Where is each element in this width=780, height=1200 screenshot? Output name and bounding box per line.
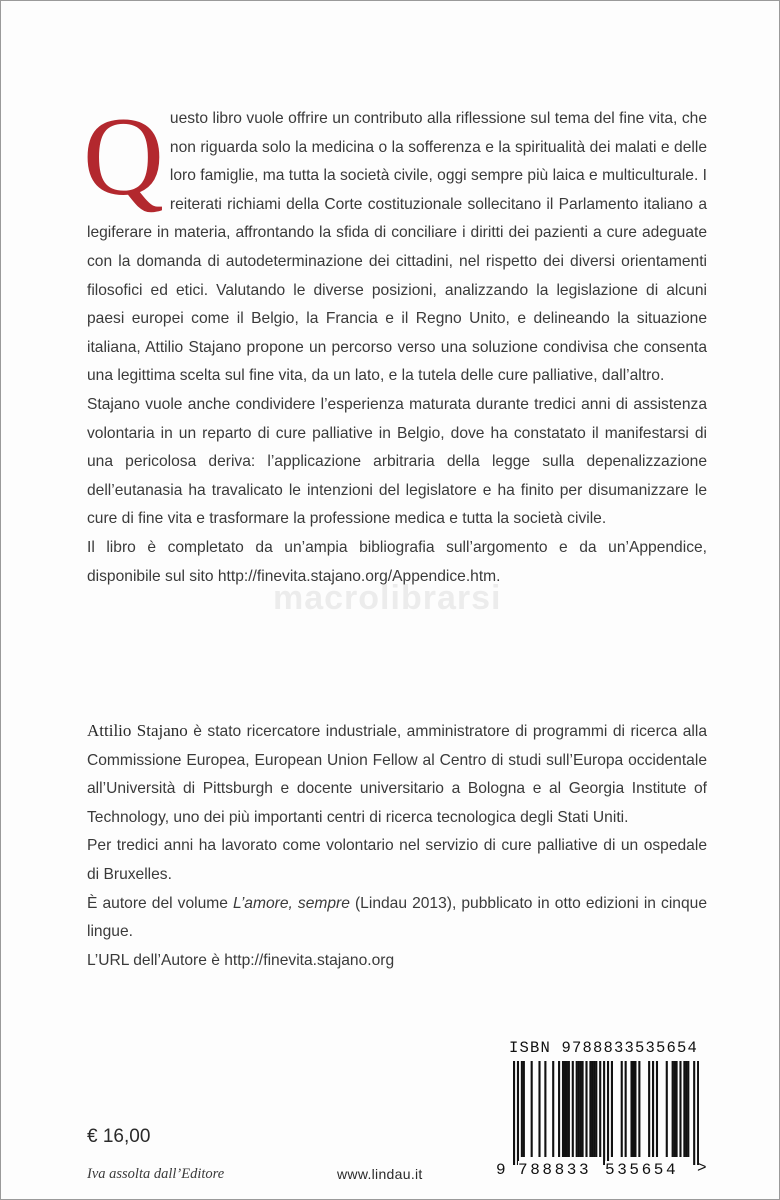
barcode-bar <box>625 1061 627 1157</box>
blurb-paragraph-3: Il libro è completato da un’ampia bibliografia sull’argomento e da un’Appendice, disponibile sul sito http://finevita.stajano.org/Appendice.htm. <box>87 538 707 585</box>
barcode-bar <box>523 1061 525 1157</box>
barcode-bar <box>652 1061 654 1157</box>
barcode-bar <box>589 1061 591 1157</box>
barcode-bar <box>687 1061 689 1157</box>
book-blurb <box>83 95 707 591</box>
barcode-bar <box>595 1061 597 1157</box>
barcode-bar <box>544 1061 546 1157</box>
barcode-bar <box>564 1061 566 1157</box>
author-name: Attilio Stajano <box>87 721 188 740</box>
barcode-bar <box>683 1061 685 1157</box>
drop-cap: Q <box>83 95 164 219</box>
blurb-paragraph-1 <box>83 95 707 391</box>
barcode-bar <box>638 1061 640 1157</box>
barcode-bar <box>517 1061 519 1165</box>
bio-paragraph-1-text: è stato ricercatore industriale, amministratore di programmi di ricerca alla Commissione Europea, European Union Fellow al Centro di studi sull’Europa occidentale all’Università di Pittsburgh e docente universitario a Bologna e al Georgia Institute of Technology, uno dei più importanti centri di ricerca tecnologica degli Stati Uniti. <box>87 723 707 826</box>
barcode-bar <box>599 1061 601 1157</box>
barcode-bar <box>578 1061 580 1157</box>
bio-paragraph-2: Per tredici anni ha lavorato come volontario nel servizio di cure palliative di un ospedale di Bruxelles. <box>87 837 707 883</box>
barcode-quiet-zone-mark: > <box>697 1159 707 1177</box>
barcode-bar <box>672 1061 674 1157</box>
publisher-website: www.lindau.it <box>337 1166 423 1182</box>
barcode-digits-left: 788833 <box>518 1161 592 1179</box>
isbn-label: ISBN 9788833535654 <box>509 1039 699 1057</box>
barcode-bar <box>558 1061 560 1157</box>
barcode-bar <box>562 1061 564 1157</box>
barcode-bar <box>685 1061 687 1157</box>
vat-note: Iva assolta dall’Editore <box>87 1166 225 1182</box>
barcode-bar <box>582 1061 584 1157</box>
barcode-bar <box>521 1061 523 1157</box>
barcode-bar <box>531 1061 533 1157</box>
barcode-bar <box>621 1061 623 1157</box>
barcode-bar <box>593 1061 595 1157</box>
barcode-bar <box>576 1061 578 1157</box>
bio-paragraph-3 <box>87 890 707 947</box>
blurb-paragraph-1-text: uesto libro vuole offrire un contributo alla riflessione sul tema del fine vita, che non riguarda solo la medicina o la sofferenza e la spiritualità dei malati e delle loro famiglie, ma tutta la società civile, oggi sempre più laica e multiculturale. I reiterati richiami della Corte costituzionale sollecitano il Parlamento italiano a legiferare in materia, affrontando la sfida di conciliare i diritti dei pazienti a cure adeguate con la domanda di autodeterminazione dei cittadini, nel rispetto dei diversi orientamenti filosofici ed etici. Valutando le diverse posizioni, analizzando la legislazione di alcuni paesi europei come il Belgio, la Francia e il Regno Unito, e delineando la situazione italiana, Attilio Stajano propone un percorso verso una soluzione condivisa che consenta una legittima scelta sul fine vita, da un lato, e la tutela delle cure palliative, dall’altro. <box>87 110 707 385</box>
barcode-bar <box>552 1061 554 1157</box>
barcode-bar <box>674 1061 676 1157</box>
author-bio <box>87 717 707 975</box>
bio-paragraph-3-before: È autore del volume <box>87 894 234 912</box>
barcode-bar <box>568 1061 570 1157</box>
barcode-bar <box>666 1061 668 1157</box>
barcode-bar <box>513 1061 515 1165</box>
barcode-bar <box>697 1061 699 1165</box>
barcode-bar <box>572 1061 574 1157</box>
barcode-bar <box>656 1061 658 1157</box>
book-title: L’amore, sempre <box>233 894 350 912</box>
barcode-digits-first: 9 <box>496 1161 509 1179</box>
barcode-icon <box>513 1061 699 1165</box>
bio-paragraph-4: L’URL dell’Autore è http://finevita.stajano.org <box>87 951 395 969</box>
barcode-bar <box>566 1061 568 1157</box>
barcode-bar <box>630 1061 632 1157</box>
barcode-bar <box>585 1061 587 1157</box>
barcode-digits-right: 535654 <box>605 1161 679 1179</box>
barcode-bar <box>648 1061 650 1157</box>
barcode-bar <box>693 1061 695 1165</box>
barcode-bar <box>632 1061 634 1157</box>
barcode-bar <box>603 1061 605 1165</box>
barcode-bar <box>607 1061 609 1165</box>
barcode-bar <box>676 1061 678 1157</box>
watermark: macrolibrarsi <box>273 579 502 617</box>
barcode-bar <box>580 1061 582 1157</box>
barcode-bar <box>591 1061 593 1157</box>
bio-paragraph-1 <box>87 717 707 832</box>
barcode-bar <box>538 1061 540 1157</box>
barcode-bar <box>611 1061 613 1157</box>
bio-paragraph-3-after: (Lindau 2013), pubblicato in otto edizioni in cinque lingue. <box>87 894 707 941</box>
blurb-paragraph-2: Stajano vuole anche condividere l’esperienza maturata durante tredici anni di assistenza volontaria in un reparto di cure palliative in Belgio, dove ha constatato il manifestarsi di una pericolosa deriva: l’applicazione arbitraria della legge sulla depenalizzazione dell’eutanasia ha travalicato le intenzioni del legislatore e ha finito per disumanizzare le cure di fine vita e trasformare la professione medica e tutta la società civile. <box>87 395 707 528</box>
price: € 16,00 <box>87 1126 151 1147</box>
barcode-bar <box>634 1061 636 1157</box>
barcode-bar <box>679 1061 681 1157</box>
